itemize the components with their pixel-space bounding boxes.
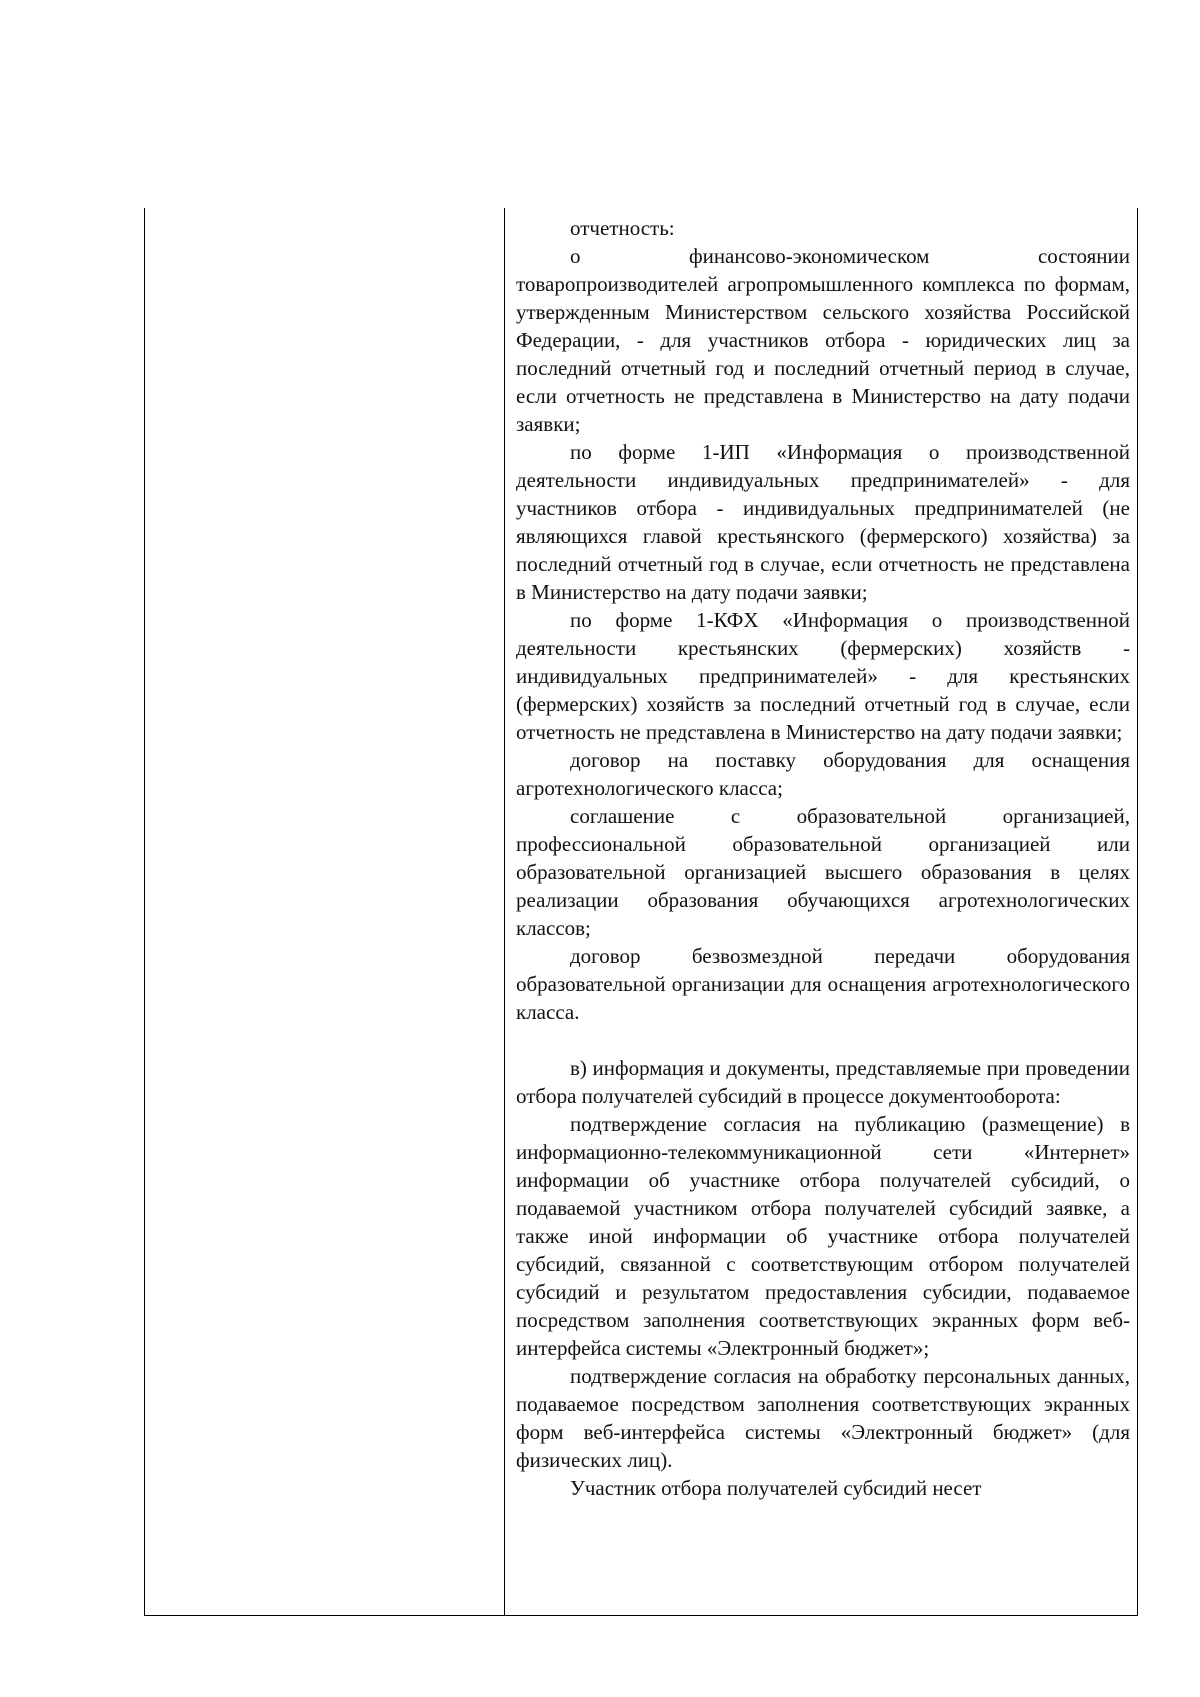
table-right-border [1137, 208, 1138, 1616]
paragraph-financial-report: о финансово-экономическом состоянии товаропроизводителей агропромышленного комплекса по формам, утвержденным Министерством сельского хозяйства Российской Федерации, - для участников отбора - юридических лиц за последний отчетный год и последний отчетный период в случае, если отчетность не представлена в Министерство на дату подачи заявки; [516, 244, 1130, 436]
table-right-cell [516, 214, 1130, 1502]
paragraph-form-1-ip: по форме 1-ИП «Информация о производственной деятельности индивидуальных предпринимателей» - для участников отбора - индивидуальных предпринимателей (не являющихся главой крестьянского (фермерского) хозяйства) за последний отчетный год в случае, если отчетность не представлена в Министерство на дату подачи заявки; [516, 440, 1130, 604]
paragraph-education-agreement: соглашение с образовательной организацией, профессиональной образовательной организацией или образовательной организацией высшего образования в целях реализации образования обучающихся агротехнологических классов; [516, 804, 1130, 940]
paragraph-supply-contract: договор на поставку оборудования для оснащения агротехнологического класса; [516, 748, 1130, 800]
paragraph-spacer [516, 1026, 1130, 1054]
paragraph-participant-liability: Участник отбора получателей субсидий несет [570, 1476, 982, 1500]
paragraph-section-v: в) информация и документы, представляемые при проведении отбора получателей субсидий в процессе документооборота: [516, 1056, 1130, 1108]
paragraph-personal-data-consent: подтверждение согласия на обработку персональных данных, подаваемое посредством заполнения соответствующих экранных форм веб-интерфейса системы «Электронный бюджет» (для физических лиц). [516, 1364, 1130, 1472]
table-left-border [144, 208, 145, 1616]
paragraph-reporting-heading: отчетность: [570, 216, 675, 240]
paragraph-form-1-kfh: по форме 1-КФХ «Информация о производственной деятельности крестьянских (фермерских) хозяйств - индивидуальных предпринимателей» - для крестьянских (фермерских) хозяйств за последний отчетный год в случае, если отчетность не представлена в Министерство на дату подачи заявки; [516, 608, 1130, 744]
paragraph-publication-consent: подтверждение согласия на публикацию (размещение) в информационно-телекоммуникационной сети «Интернет» информации об участнике отбора получателей субсидий, о подаваемой участником отбора получателей субсидий заявке, а также иной информации об участнике отбора получателей субсидий, связанной с соответствующим отбором получателей субсидий и результатом предоставления субсидии, подаваемое посредством заполнения соответствующих экранных форм веб-интерфейса системы «Электронный бюджет»; [516, 1112, 1130, 1360]
table-bottom-border [144, 1615, 1138, 1616]
document-table [144, 208, 1138, 1616]
paragraph-free-transfer-contract: договор безвозмездной передачи оборудования образовательной организации для оснащения агротехнологического класса. [516, 944, 1130, 1024]
table-column-divider [504, 208, 505, 1616]
